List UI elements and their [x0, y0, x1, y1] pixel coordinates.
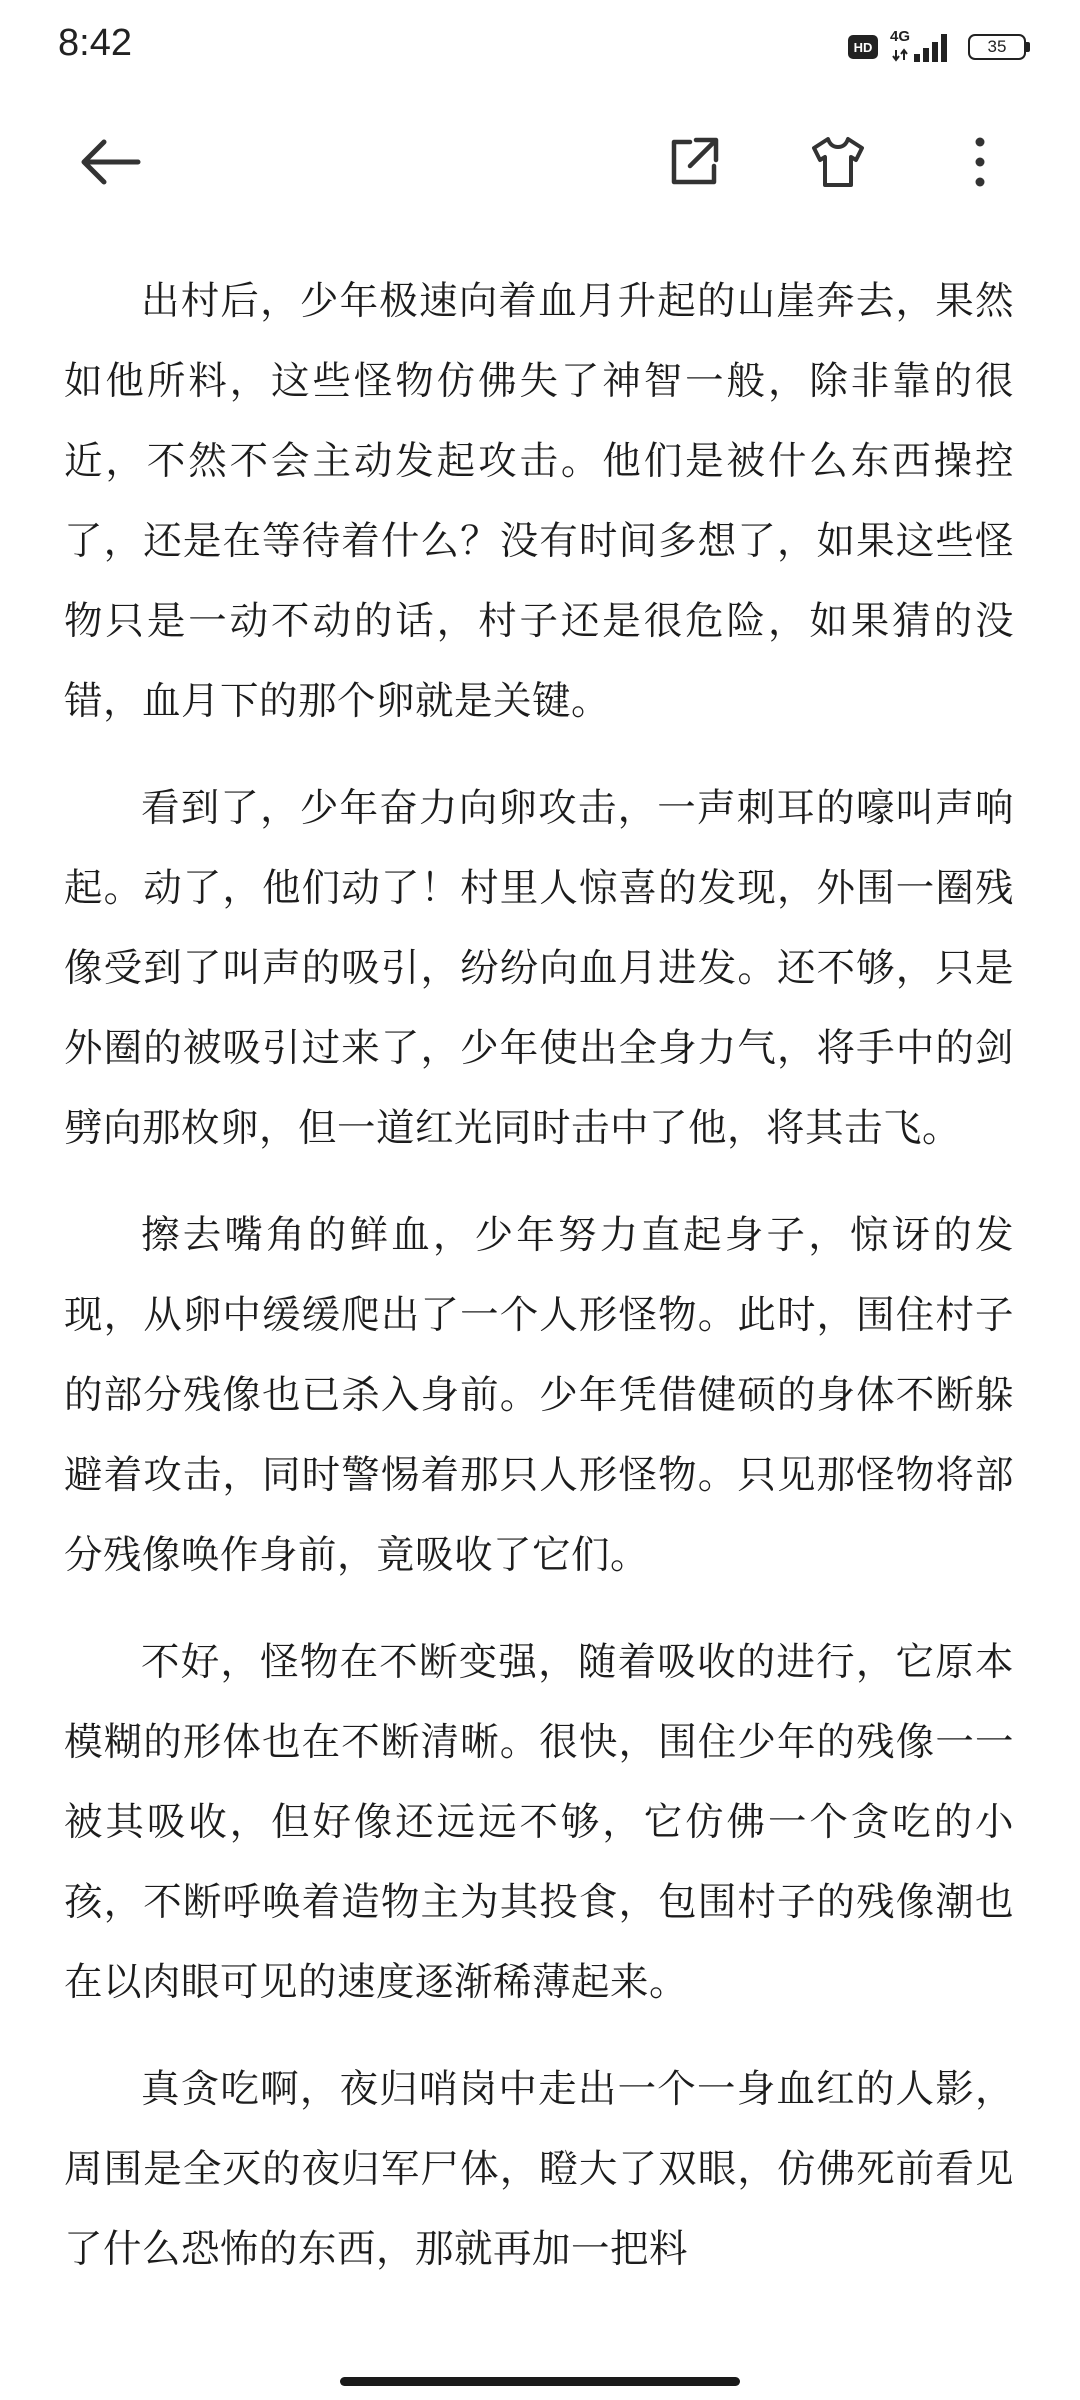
network-type-label: 4G: [890, 28, 911, 45]
article-paragraph: 不好，怪物在不断变强，随着吸收的进行，它原本模糊的形体也在不断清晰。很快，围住少年的残像一一被其吸收，但好像还远远不够，它仿佛一个贪吃的小孩，不断呼唤着造物主为其投食，包围村子的残像潮也在以肉眼可见的速度逐渐稀薄起来。: [64, 1640, 1014, 2005]
share-button[interactable]: [658, 126, 730, 198]
battery-tip: [1026, 42, 1030, 52]
status-indicators: [848, 30, 1030, 64]
hd-badge: HD: [848, 35, 878, 59]
battery-level: 35: [968, 34, 1026, 60]
article-body: [64, 262, 1014, 2317]
more-button[interactable]: [944, 126, 1016, 198]
status-bar: [0, 0, 1080, 100]
article-paragraph: 看到了，少年奋力向卵攻击，一声刺耳的嚎叫声响起。动了，他们动了！村里人惊喜的发现，外围一圈残像受到了叫声的吸引，纷纷向血月进发。还不够，只是外圈的被吸引过来了，少年使出全身力气，将手中的剑劈向那枚卵，但一道红光同时击中了他，将其击飞。: [64, 786, 1014, 1151]
article-paragraph: 出村后，少年极速向着血月升起的山崖奔去，果然如他所料，这些怪物仿佛失了神智一般，除非靠的很近，不然不会主动发起攻击。他们是被什么东西操控了，还是在等待着什么？没有时间多想了，如果这些怪物只是一动不动的话，村子还是很危险，如果猜的没错，血月下的那个卵就是关键。: [64, 279, 1014, 724]
theme-shirt-icon: [808, 134, 868, 190]
battery-icon: [968, 34, 1030, 60]
article-paragraph: 擦去嘴角的鲜血，少年努力直起身子，惊讶的发现，从卵中缓缓爬出了一个人形怪物。此时，围住村子的部分残像也已杀入身前。少年凭借健硕的身体不断躲避着攻击，同时警惕着那只人形怪物。只见那怪物将部分残像唤作身前，竟吸收了它们。: [64, 1213, 1014, 1578]
signal-icon: [890, 30, 956, 64]
reader-toolbar: [0, 110, 1080, 210]
share-icon: [666, 134, 722, 190]
bottom-fade: [0, 2320, 1080, 2400]
home-indicator[interactable]: [340, 2377, 740, 2386]
back-button[interactable]: [74, 126, 146, 198]
back-arrow-icon: [76, 137, 144, 187]
theme-button[interactable]: [802, 126, 874, 198]
more-vertical-icon: [970, 134, 990, 190]
article-paragraph: 真贪吃啊，夜归哨岗中走出一个一身血红的人影，周围是全灭的夜归军尸体，瞪大了双眼，仿佛死前看见了什么恐怖的东西，那就再加一把料: [64, 2067, 1014, 2272]
status-time: 8:42: [58, 22, 132, 64]
